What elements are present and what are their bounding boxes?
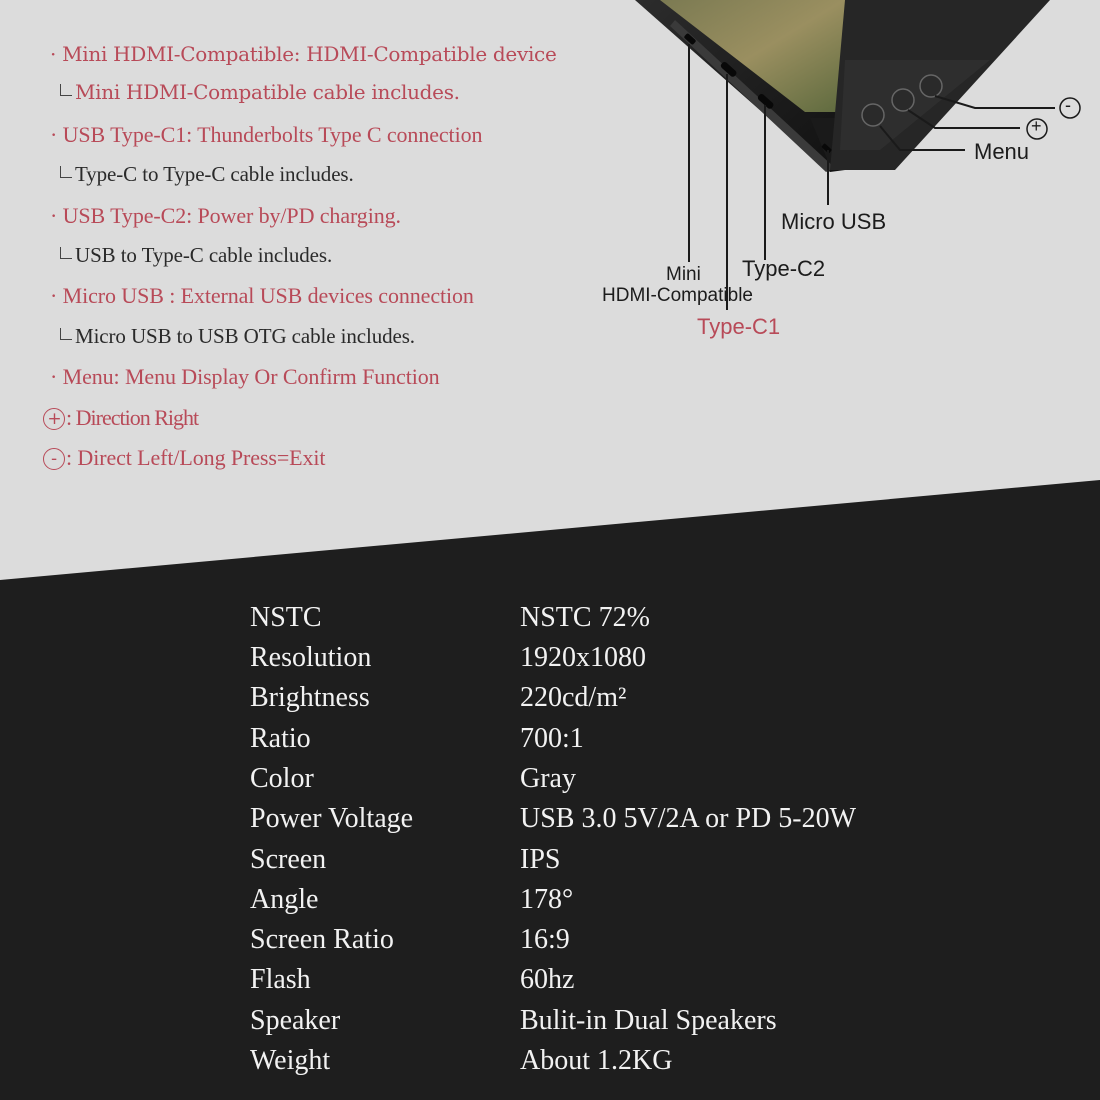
spec-row (0, 924, 1100, 964)
monitor-port-diagram (590, 0, 1100, 360)
feature-micro-usb: · Micro USB : External USB devices connection (50, 283, 474, 308)
legend-minus-text: : Direct Left/Long Press=Exit (66, 445, 326, 470)
diagram-micro-usb-label: Micro USB (781, 209, 887, 234)
diagram-type-c1-label: Type-C1 (697, 314, 781, 339)
diagram-mini-label: Mini (666, 264, 701, 285)
spec-row (0, 964, 1100, 1004)
diagram-minus-symbol: - (1065, 95, 1071, 115)
spec-value: 16:9 (520, 924, 570, 955)
diagram-plus-symbol: + (1031, 116, 1042, 136)
spec-key: Speaker (250, 1005, 341, 1036)
minus-circle-icon: - (43, 448, 65, 470)
spec-key: Power Voltage (250, 803, 414, 834)
spec-row (0, 1005, 1100, 1045)
spec-key: Angle (250, 884, 319, 915)
spec-value: 220cd/m² (520, 682, 627, 713)
spec-key: Resolution (250, 642, 372, 673)
spec-value: Gray (520, 763, 576, 794)
spec-value: 700:1 (520, 723, 584, 754)
spec-row (0, 884, 1100, 924)
spec-value: 178° (520, 884, 574, 915)
feature-mini-hdmi-cable: Mini HDMI-Compatible cable includes. (60, 80, 460, 104)
spec-key: Flash (250, 964, 311, 995)
feature-micro-usb-cable: Micro USB to USB OTG cable includes. (60, 324, 415, 349)
spec-value: NSTC 72% (520, 602, 650, 633)
diagram-menu-label: Menu (974, 139, 1030, 164)
spec-row (0, 642, 1100, 682)
feature-type-c1-cable: Type-C to Type-C cable includes. (60, 162, 354, 187)
plus-circle-icon: + (43, 408, 65, 430)
legend-plus-text: : Direction Right (66, 405, 199, 430)
spec-key: Weight (250, 1045, 331, 1076)
spec-value: About 1.2KG (520, 1045, 673, 1076)
feature-menu: · Menu: Menu Display Or Confirm Function (50, 364, 440, 389)
feature-type-c2: · USB Type-C2: Power by/PD charging. (50, 203, 401, 228)
spec-row (0, 844, 1100, 884)
legend-plus (47, 405, 199, 431)
feature-mini-hdmi: · Mini HDMI-Compatible: HDMI-Compatible device (50, 42, 557, 66)
feature-type-c1: · USB Type-C1: Thunderbolts Type C connection (50, 122, 483, 147)
spec-key: Screen Ratio (250, 924, 394, 955)
spec-row (0, 803, 1100, 843)
spec-value: IPS (520, 844, 561, 875)
spec-key: NSTC (250, 602, 322, 633)
diagram-type-c2-label: Type-C2 (742, 256, 826, 281)
spec-row (0, 602, 1100, 642)
spec-row (0, 1045, 1100, 1085)
spec-key: Color (250, 763, 314, 794)
spec-key: Ratio (250, 723, 311, 754)
legend-minus (50, 445, 325, 471)
diagram-hdmi-label: HDMI-Compatible (602, 285, 753, 306)
spec-row (0, 682, 1100, 722)
feature-type-c2-cable: USB to Type-C cable includes. (60, 243, 332, 268)
spec-key: Screen (250, 844, 327, 875)
spec-value: Bulit-in Dual Speakers (520, 1005, 777, 1036)
spec-key: Brightness (250, 682, 370, 713)
spec-value: 60hz (520, 964, 575, 995)
spec-row (0, 723, 1100, 763)
spec-value: USB 3.0 5V/2A or PD 5-20W (520, 803, 857, 834)
spec-row (0, 763, 1100, 803)
spec-value: 1920x1080 (520, 642, 646, 673)
